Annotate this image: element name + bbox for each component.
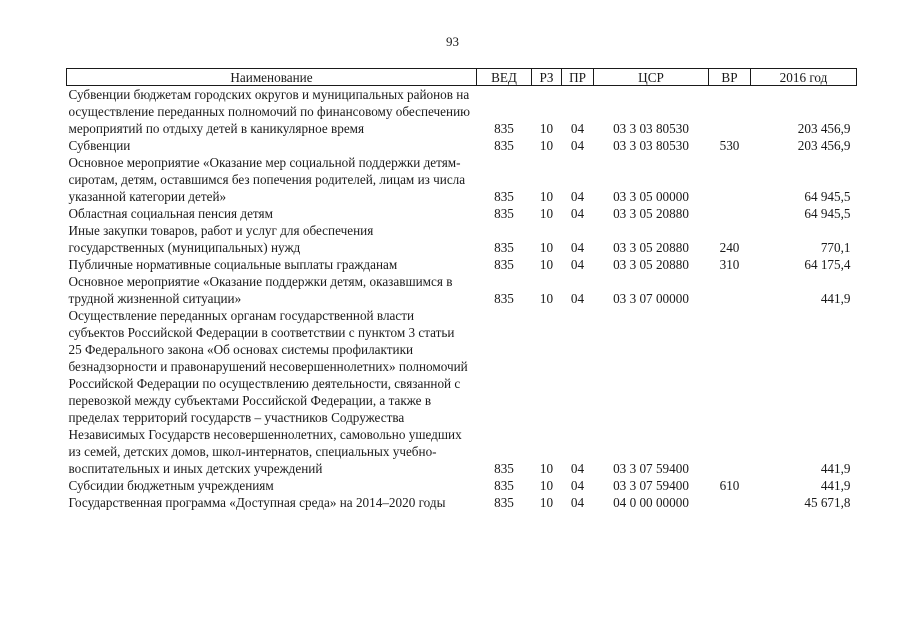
row-csr: 03 3 07 59400 [613,461,689,476]
table-body [67,86,857,512]
row-ved: 835 [494,291,514,306]
header-pr: ПР [562,69,594,86]
table-row [67,477,857,494]
row-csr: 03 3 05 20880 [613,240,689,255]
row-amount: 64 175,4 [804,257,851,272]
row-rz: 10 [539,478,554,493]
header-csr: ЦСР [594,69,709,86]
row-pr: 04 [570,478,585,493]
row-ved: 835 [494,138,514,153]
row-csr: 04 0 00 00000 [613,495,689,510]
row-ved: 835 [494,461,514,476]
table-row [67,154,857,205]
page-number: 93 [446,34,459,49]
row-ved: 835 [494,121,514,136]
row-amount: 45 671,8 [804,495,851,510]
row-amount: 203 456,9 [797,138,851,153]
table-header-row [67,69,857,86]
row-amount: 441,9 [820,478,851,493]
row-vr [709,494,751,511]
table-row [67,256,857,273]
row-amount: 64 945,5 [804,189,851,204]
table-row [67,86,857,138]
row-ved: 835 [494,495,514,510]
row-vr: 610 [719,478,740,493]
header-amount: 2016 год [751,69,857,86]
row-csr: 03 3 05 20880 [613,206,689,221]
row-amount: 203 456,9 [797,121,851,136]
row-ved: 835 [494,240,514,255]
row-name: Субсидии бюджетным учреждениям [68,478,274,493]
row-vr [709,154,751,205]
row-csr: 03 3 05 20880 [613,257,689,272]
row-rz: 10 [539,495,554,510]
row-ved: 835 [494,478,514,493]
row-pr: 04 [570,121,585,136]
row-ved: 835 [494,257,514,272]
row-pr: 04 [570,189,585,204]
row-rz: 10 [539,138,554,153]
row-csr: 03 3 03 80530 [613,138,689,153]
row-pr: 04 [570,495,585,510]
row-amount: 441,9 [820,291,851,306]
row-pr: 04 [570,291,585,306]
row-ved: 835 [494,189,514,204]
row-pr: 04 [570,206,585,221]
row-rz: 10 [539,189,554,204]
row-vr [709,307,751,477]
row-rz: 10 [539,121,554,136]
budget-table [66,68,857,511]
row-vr [709,205,751,222]
row-vr: 240 [719,240,740,255]
row-vr [709,273,751,307]
table-row [67,222,857,256]
header-rz: РЗ [532,69,562,86]
row-name: Иные закупки товаров, работ и услуг для обеспечения государственных (муниципальных) нужд [68,223,374,255]
row-amount: 64 945,5 [804,206,851,221]
row-rz: 10 [539,461,554,476]
row-ved: 835 [494,206,514,221]
row-name: Государственная программа «Доступная среда» на 2014–2020 годы [68,495,446,510]
row-pr: 04 [570,257,585,272]
row-csr: 03 3 05 00000 [613,189,689,204]
row-amount: 441,9 [820,461,851,476]
header-ved: ВЕД [477,69,532,86]
row-rz: 10 [539,291,554,306]
row-vr [709,86,751,138]
table-row [67,137,857,154]
row-rz: 10 [539,257,554,272]
row-amount: 770,1 [820,240,851,255]
table-row [67,273,857,307]
row-name: Областная социальная пенсия детям [68,206,273,221]
row-pr: 04 [570,240,585,255]
table-row [67,307,857,477]
row-rz: 10 [539,240,554,255]
row-pr: 04 [570,138,585,153]
row-pr: 04 [570,461,585,476]
table-row [67,494,857,511]
row-csr: 03 3 03 80530 [613,121,689,136]
row-name: Осуществление переданных органам государственной власти субъектов Российской Федерации в соответствии с пунктом 3 статьи 25 Федерального закона «Об основах системы профилактики безнадзорности и правонарушений несовершеннолетних» полномочий Российской Федерации по осуществлению деятельности, связанной с перевозкой между субъектами Российской Федерации, а также в пределах территорий государств – участников Содружества Независимых Государств несовершеннолетних, самовольно ушедших из семей, детских домов, школ-интернатов, специальных учебно-воспитательных и иных детских учреждений [68,308,468,476]
row-vr: 530 [719,138,740,153]
row-name: Основное мероприятие «Оказание поддержки детям, оказавшимся в трудной жизненной ситуации» [68,274,453,306]
row-csr: 03 3 07 59400 [613,478,689,493]
header-name: Наименование [67,69,477,86]
row-rz: 10 [539,206,554,221]
row-vr: 310 [719,257,740,272]
header-vr: ВР [709,69,751,86]
row-name: Субвенции бюджетам городских округов и муниципальных районов на осуществление переданных полномочий по финансовому обеспечению мероприятий по отдыху детей в каникулярное время [68,87,470,136]
row-name: Публичные нормативные социальные выплаты гражданам [68,257,398,272]
row-csr: 03 3 07 00000 [613,291,689,306]
row-name: Основное мероприятие «Оказание мер социальной поддержки детям-сиротам, детям, оставшимся без попечения родителей, лицам из числа указанной категории детей» [68,155,466,204]
table-row [67,205,857,222]
row-name: Субвенции [68,138,131,153]
